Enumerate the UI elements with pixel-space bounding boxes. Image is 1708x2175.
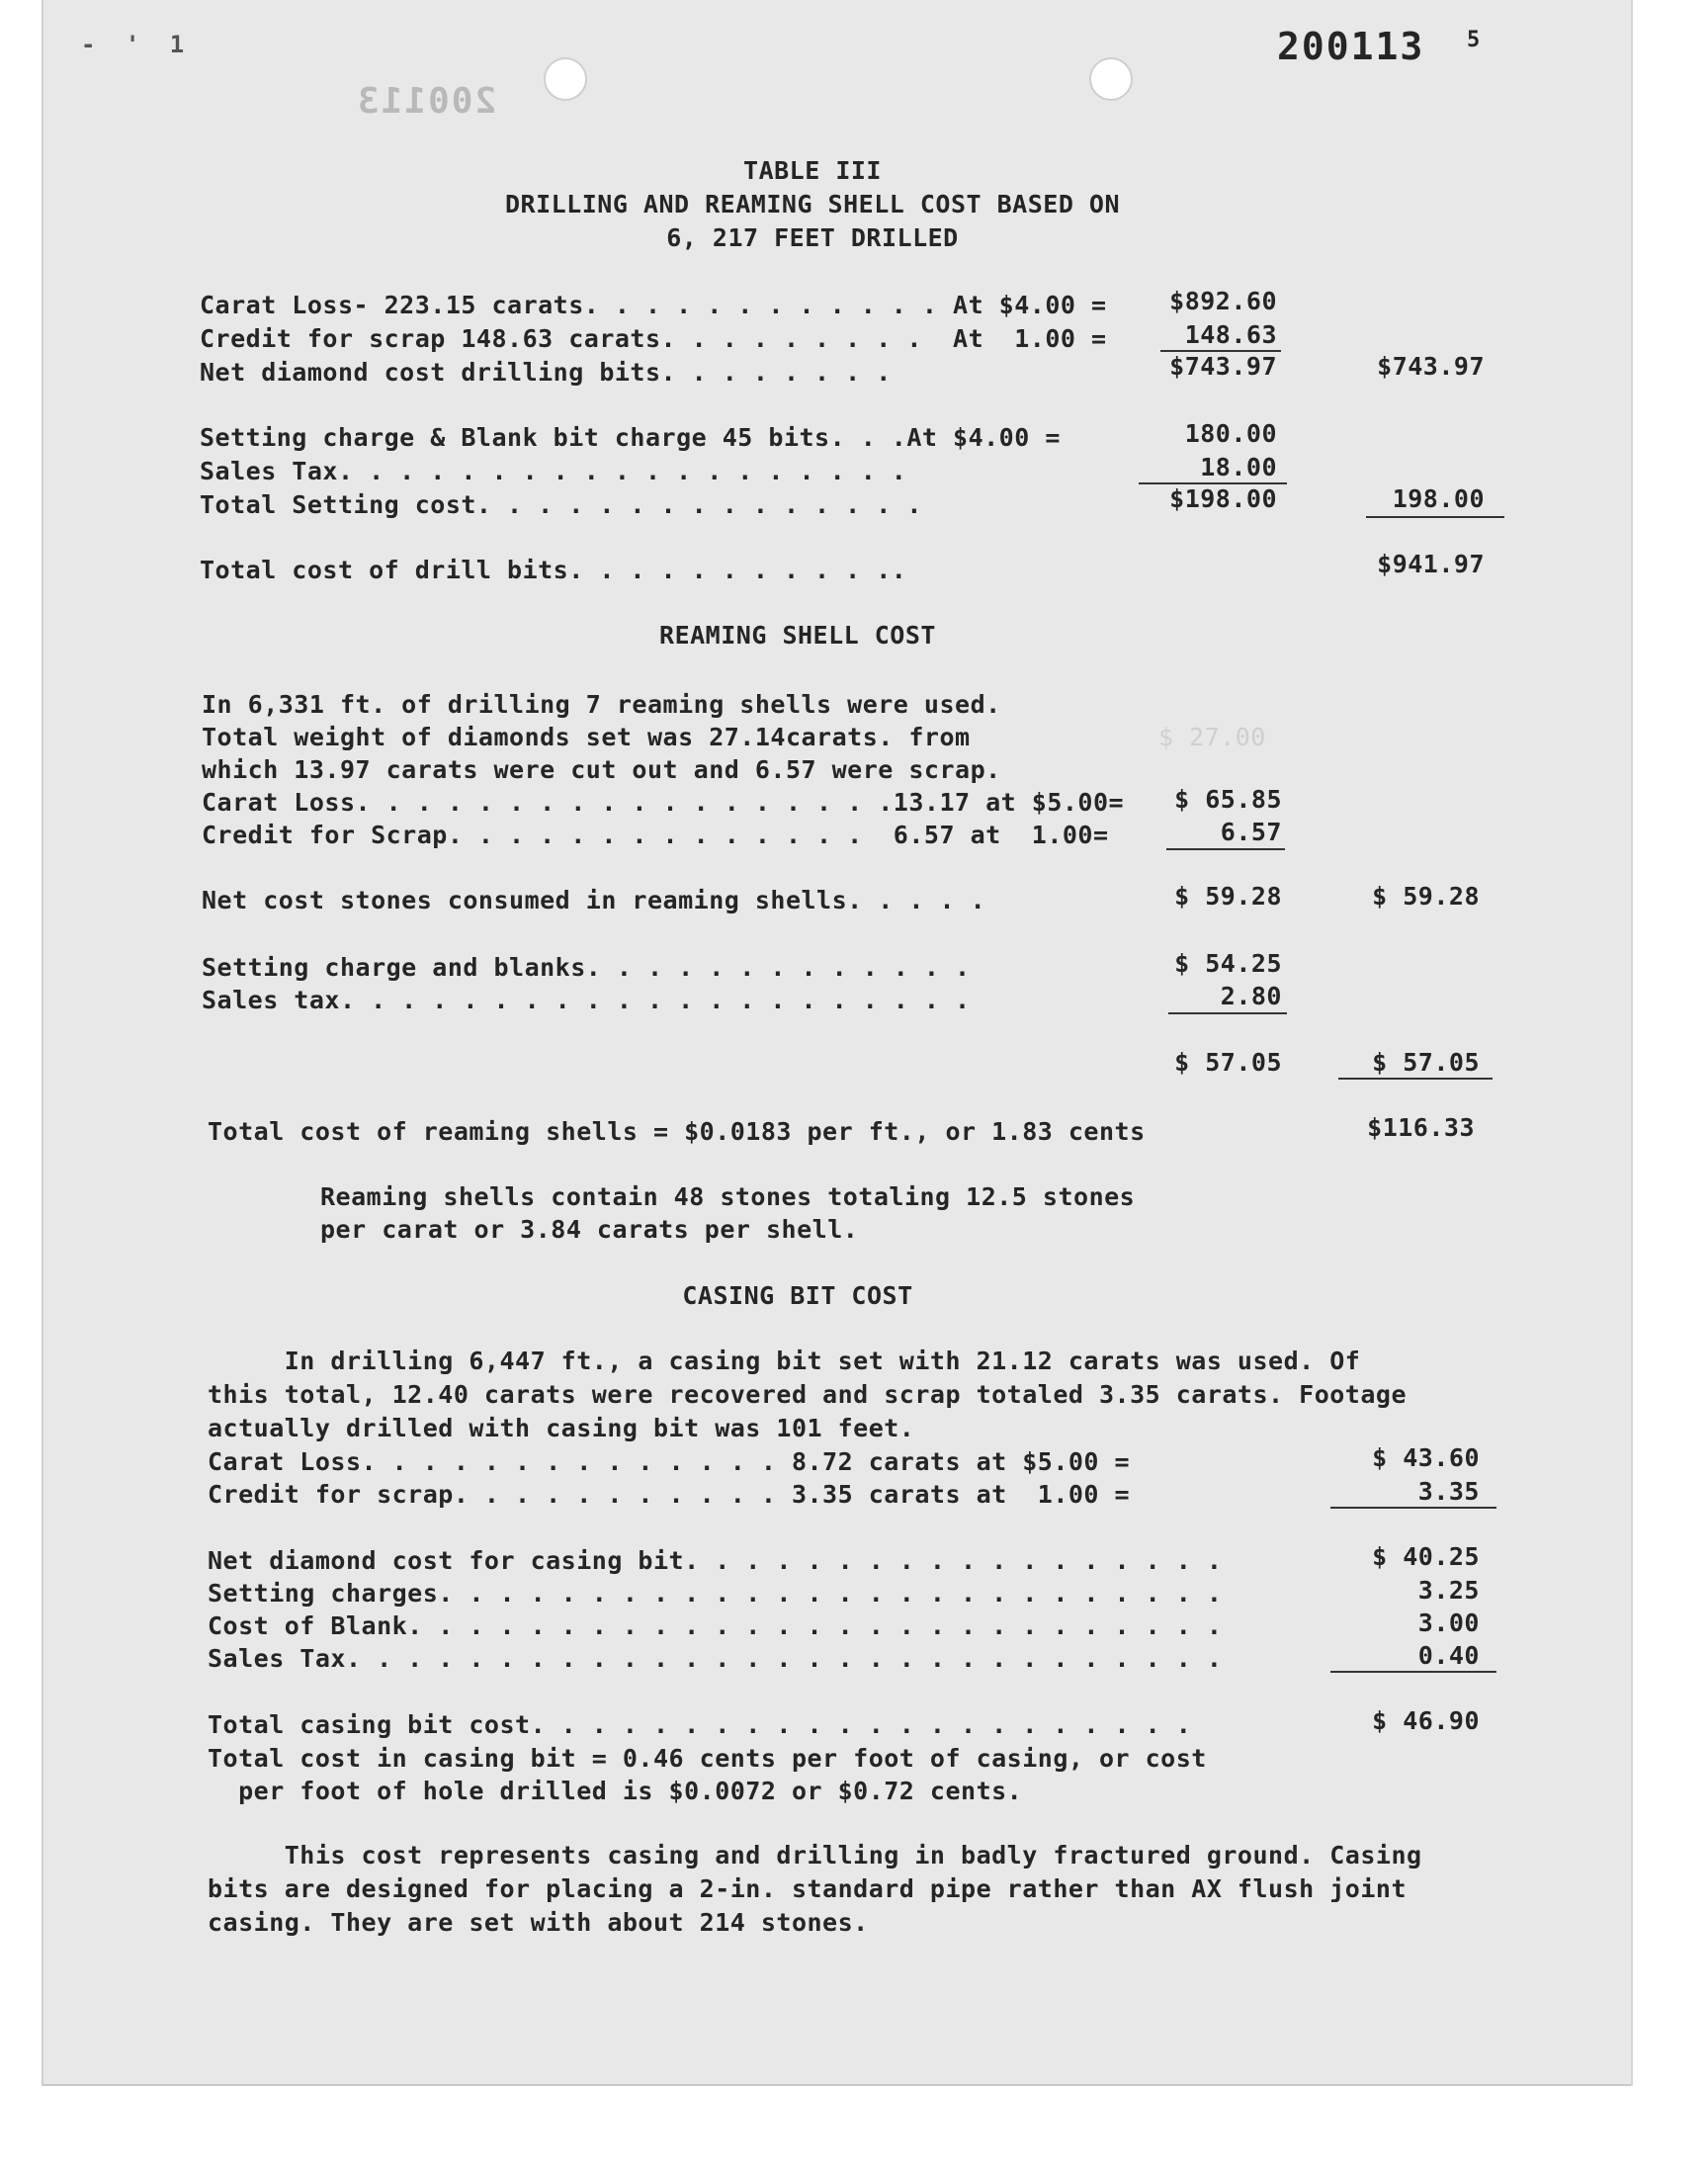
casing-per-foot-line2: per foot of hole drilled is $0.0072 or $0.72 cents. [208,1777,1023,1805]
reaming-carat-loss-label: Carat Loss. . . . . . . . . . . . . . . . . .13.17 at $5.00= [202,788,1125,817]
casing-blank-total: 3.00 [1417,1609,1480,1637]
net-diamond-cost-amount: $743.97 [1169,352,1277,381]
casing-total-total: $ 46.90 [1372,1706,1480,1735]
reaming-setting-label: Setting charge and blanks. . . . . . . . . . . . . [202,953,971,982]
footer-line1: This cost represents casing and drilling in badly fractured ground. Casing [208,1841,1422,1870]
carat-loss-amount: $892.60 [1169,287,1277,315]
punch-hole-right [1089,57,1133,101]
reaming-tax-label: Sales tax. . . . . . . . . . . . . . . . . . . . . [202,986,971,1014]
document-number: 200113 [1277,25,1425,68]
table-title-line1: DRILLING AND REAMING SHELL COST BASED ON [504,190,1121,218]
setting-charge-label: Setting charge & Blank bit charge 45 bits. . .At $4.00 = [200,423,1061,452]
total-setting-cost-amount: $198.00 [1169,484,1277,513]
casing-tax-label: Sales Tax. . . . . . . . . . . . . . . . . . . . . . . . . . . . . [208,1644,1223,1673]
casing-tax-total: 0.40 [1417,1641,1480,1670]
casing-carat-loss-total: $ 43.60 [1372,1443,1480,1472]
footer-line3: casing. They are set with about 214 stones. [208,1908,869,1937]
reaming-para-line1: In 6,331 ft. of drilling 7 reaming shells were used. [202,690,1001,719]
reaming-subtotal-total: $ 57.05 [1372,1048,1480,1077]
carat-loss-label: Carat Loss- 223.15 carats. . . . . . . . . . . . At $4.00 = [200,291,1107,319]
footer-line2: bits are designed for placing a 2-in. standard pipe rather than AX flush joint [208,1874,1407,1903]
reaming-setting-amount: $ 54.25 [1174,949,1282,978]
total-setting-cost-total: 198.00 [1392,484,1485,513]
casing-setting-label: Setting charges. . . . . . . . . . . . . . . . . . . . . . . . . . [208,1579,1223,1608]
casing-blank-label: Cost of Blank. . . . . . . . . . . . . . . . . . . . . . . . . . . [208,1611,1223,1640]
corner-marks: - ' 1 [81,31,185,58]
reaming-total-label: Total cost of reaming shells = $0.0183 per ft., or 1.83 cents [208,1117,1146,1146]
reaming-note-line1: Reaming shells contain 48 stones totaling 12.5 stones [320,1182,1136,1211]
scrap-credit-label: Credit for scrap 148.63 carats. . . . . . . . . At 1.00 = [200,324,1107,353]
casing-net-total: $ 40.25 [1372,1542,1480,1571]
casing-carat-loss-label: Carat Loss. . . . . . . . . . . . . . 8.72 carats at $5.00 = [208,1447,1131,1476]
reaming-net-total: $ 59.28 [1372,882,1480,911]
casing-net-label: Net diamond cost for casing bit. . . . . . . . . . . . . . . . . . [208,1546,1223,1575]
reaming-subtotal-amount: $ 57.05 [1174,1048,1282,1077]
total-drill-bits-label: Total cost of drill bits. . . . . . . . . . .. [200,556,907,584]
reaming-credit-amount: 6.57 [1220,818,1282,846]
rule-reaming-credit [1166,848,1285,850]
reaming-heading: REAMING SHELL COST [659,621,936,650]
casing-para-line1: In drilling 6,447 ft., a casing bit set with 21.12 carats was used. Of [208,1347,1361,1375]
faint-amount: $ 27.00 [1158,723,1266,751]
reaming-tax-amount: 2.80 [1220,982,1282,1010]
total-setting-cost-label: Total Setting cost. . . . . . . . . . . . . . . [200,490,922,519]
casing-per-foot-line1: Total cost in casing bit = 0.46 cents per foot of casing, or cost [208,1744,1207,1773]
casing-para-line2: this total, 12.40 carats were recovered and scrap totaled 3.35 carats. Footage [208,1380,1407,1409]
reaming-net-amount: $ 59.28 [1174,882,1282,911]
casing-heading: CASING BIT COST [682,1281,913,1310]
reaming-net-label: Net cost stones consumed in reaming shells. . . . . [202,886,986,914]
net-diamond-cost-total: $743.97 [1377,352,1485,381]
casing-total-label: Total casing bit cost. . . . . . . . . . . . . . . . . . . . . . [208,1710,1192,1739]
rule-reaming-tax [1168,1012,1287,1014]
document-number-suffix: 5 [1467,28,1481,52]
reaming-carat-loss-amount: $ 65.85 [1174,785,1282,814]
rule-setting-column [1366,516,1504,518]
total-drill-bits-total: $941.97 [1377,550,1485,578]
rule-reaming-subtotal [1338,1078,1493,1080]
reaming-note-line2: per carat or 3.84 carats per shell. [320,1215,859,1244]
rule-casing-credit [1330,1507,1496,1509]
punch-hole-left [544,57,587,101]
casing-credit-total: 3.35 [1417,1477,1480,1506]
casing-credit-label: Credit for scrap. . . . . . . . . . . 3.35 carats at 1.00 = [208,1480,1131,1509]
table-label: TABLE III [743,156,882,185]
scrap-credit-amount: 148.63 [1184,320,1277,349]
reaming-credit-label: Credit for Scrap. . . . . . . . . . . . . . 6.57 at 1.00= [202,821,1109,849]
reaming-para-line3: which 13.97 carats were cut out and 6.57 were scrap. [202,755,1001,784]
rule-casing-tax [1330,1671,1496,1673]
sales-tax-label: Sales Tax. . . . . . . . . . . . . . . . . . . [200,457,907,485]
reaming-total-total: $116.33 [1367,1113,1475,1142]
table-title-line2: 6, 217 FEET DRILLED [666,223,959,252]
sales-tax-amount: 18.00 [1200,453,1277,481]
setting-charge-amount: 180.00 [1184,419,1277,448]
casing-para-line3: actually drilled with casing bit was 101 feet. [208,1414,915,1442]
reaming-para-line2: Total weight of diamonds set was 27.14carats. from [202,723,971,751]
mirrored-stamp: 200113 [356,81,497,122]
casing-setting-total: 3.25 [1417,1576,1480,1605]
document-page [42,0,1633,2086]
net-diamond-cost-label: Net diamond cost drilling bits. . . . . . . . [200,358,892,387]
